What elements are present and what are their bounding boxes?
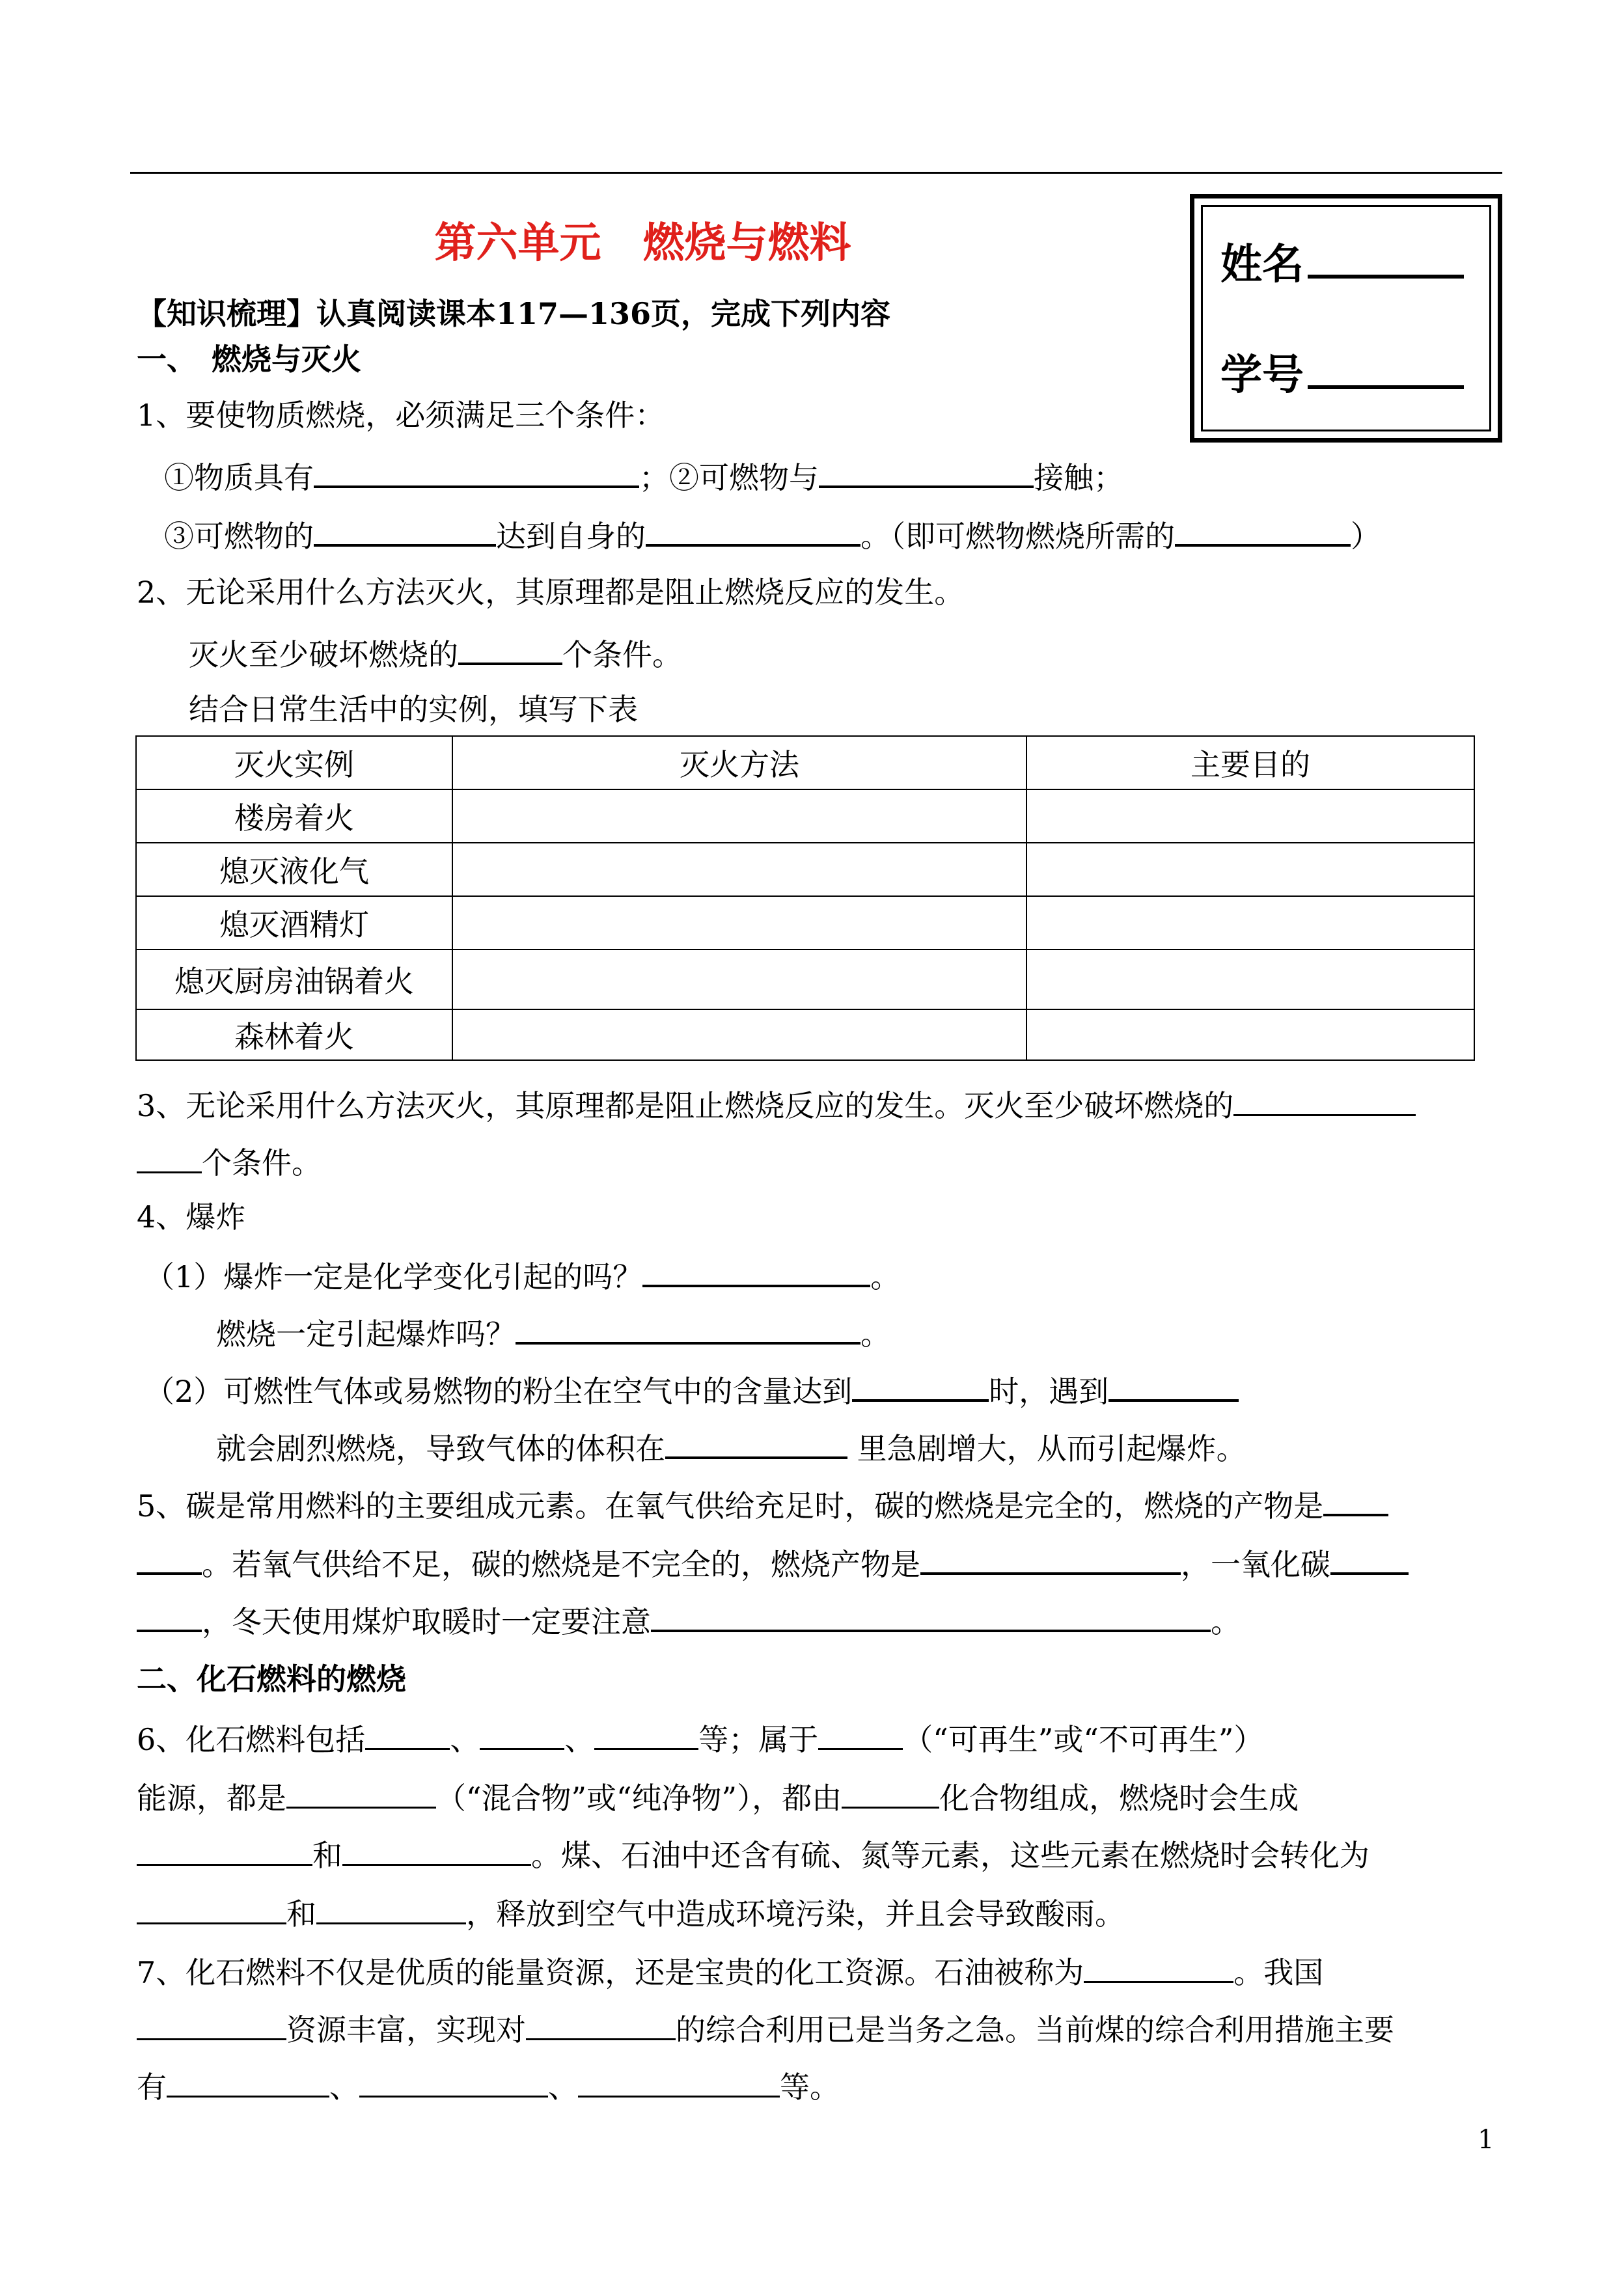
- q6-line1: 6、化石燃料包括 、 、 等；属于 （“可再生”或“不可再生”）: [137, 1717, 1263, 1759]
- blank[interactable]: [137, 1891, 286, 1924]
- q7-line1: 7、化石燃料不仅是优质的能量资源，还是宝贵的化工资源。石油被称为 。我国: [137, 1950, 1323, 1992]
- page-title: 第六单元 燃烧与燃料: [434, 219, 851, 267]
- q1-text: 1、要使物质燃烧，必须满足三个条件：: [137, 398, 665, 433]
- table-cell[interactable]: [1026, 896, 1474, 950]
- table-cell[interactable]: [452, 789, 1026, 843]
- table-header: 灭火实例: [136, 736, 452, 789]
- table-cell[interactable]: [1026, 950, 1474, 1009]
- q4-heading: 4、爆炸: [137, 1199, 246, 1235]
- blank[interactable]: [1233, 1083, 1416, 1116]
- name-id-box: [1190, 194, 1502, 443]
- blank[interactable]: [458, 631, 562, 665]
- blank[interactable]: [646, 513, 860, 547]
- table-cell[interactable]: [452, 950, 1026, 1009]
- section-1-heading: 一、 燃烧与灭火: [137, 342, 361, 377]
- q2-line1: 灭火至少破坏燃烧的 个条件。: [189, 631, 682, 674]
- q4-s2-line2: 就会剧烈燃烧，导致气体的体积在 里急剧增大，从而引起爆炸。: [216, 1425, 1246, 1468]
- q5-line1: 5、碳是常用燃料的主要组成元素。在氧气供给充足时，碳的燃烧是完全的，燃烧的产物是: [137, 1483, 1388, 1525]
- table-cell[interactable]: [1026, 1009, 1474, 1060]
- q2-text: 2、无论采用什么方法灭火，其原理都是阻止燃烧反应的发生。: [137, 575, 965, 610]
- page-number: 1: [1478, 2125, 1494, 2155]
- q7-line2: 资源丰富，实现对 的综合利用已是当务之急。当前煤的综合利用措施主要: [137, 2007, 1394, 2049]
- blank[interactable]: [137, 1833, 312, 1866]
- table-row-label: 熄灭液化气: [136, 843, 452, 896]
- header-rule: [130, 172, 1502, 174]
- q4-s1-line2: 燃烧一定引起爆炸吗？ 。: [216, 1311, 890, 1354]
- q3-line2: 个条件。: [137, 1140, 322, 1182]
- q5-line3: ，冬天使用煤炉取暖时一定要注意 。: [137, 1598, 1241, 1641]
- blank[interactable]: [137, 1140, 202, 1173]
- blank[interactable]: [516, 1311, 860, 1345]
- table-row-label: 楼房着火: [136, 789, 452, 843]
- section-2-heading: 二、化石燃料的燃烧: [137, 1661, 406, 1697]
- q7-line3: 有 、 、 等。: [137, 2064, 840, 2107]
- blank[interactable]: [1108, 1368, 1239, 1402]
- table-header: 灭火方法: [452, 736, 1026, 789]
- blank[interactable]: [578, 2064, 780, 2098]
- blank[interactable]: [365, 1717, 450, 1750]
- blank[interactable]: [818, 1717, 903, 1750]
- blank[interactable]: [920, 1541, 1181, 1575]
- blank[interactable]: [480, 1717, 564, 1750]
- blank[interactable]: [359, 2064, 548, 2098]
- blank[interactable]: [665, 1425, 847, 1459]
- blank[interactable]: [314, 513, 496, 547]
- q1-line2: ③可燃物的 达到自身的 。（即可燃物燃烧所需的 ）: [164, 513, 1381, 556]
- table-row-label: 熄灭酒精灯: [136, 896, 452, 950]
- table-cell[interactable]: [1026, 843, 1474, 896]
- q1-line1: ①物质具有 ；②可燃物与 接触；: [164, 454, 1123, 497]
- q4-s1: （1）爆炸一定是化学变化引起的吗？ 。: [145, 1253, 900, 1296]
- blank[interactable]: [1175, 513, 1351, 547]
- table-row-label: 森林着火: [136, 1009, 452, 1060]
- blank[interactable]: [316, 1891, 466, 1924]
- blank[interactable]: [137, 1541, 202, 1575]
- table-cell[interactable]: [452, 1009, 1026, 1060]
- q5-line2: 。若氧气供给不足，碳的燃烧是不完全的，燃烧产物是 ，一氧化碳: [137, 1541, 1409, 1584]
- intro-line: 【知识梳理】认真阅读课本117—136页，完成下列内容: [137, 296, 891, 331]
- table-cell[interactable]: [1026, 789, 1474, 843]
- q4-s2: （2）可燃性气体或易燃物的粉尘在空气中的含量达到 时，遇到: [145, 1368, 1239, 1411]
- q2-line2: 结合日常生活中的实例，填写下表: [189, 692, 638, 727]
- blank[interactable]: [642, 1253, 870, 1287]
- blank[interactable]: [852, 1368, 989, 1402]
- extinguish-table: [135, 735, 1475, 1061]
- blank[interactable]: [819, 454, 1034, 488]
- blank[interactable]: [842, 1775, 939, 1809]
- table-header: 主要目的: [1026, 736, 1474, 789]
- q3-line1: 3、无论采用什么方法灭火，其原理都是阻止燃烧反应的发生。灭火至少破坏燃烧的: [137, 1083, 1416, 1125]
- student-id-field[interactable]: 学号: [1220, 342, 1464, 402]
- table-cell[interactable]: [452, 843, 1026, 896]
- blank[interactable]: [314, 454, 639, 488]
- blank[interactable]: [1084, 1950, 1233, 1983]
- blank[interactable]: [594, 1717, 698, 1750]
- blank[interactable]: [526, 2007, 676, 2040]
- blank[interactable]: [1323, 1483, 1388, 1516]
- q6-line3: 和 。煤、石油中还含有硫、氮等元素，这些元素在燃烧时会转化为: [137, 1833, 1369, 1875]
- blank[interactable]: [286, 1775, 436, 1809]
- blank[interactable]: [137, 1598, 202, 1632]
- blank[interactable]: [167, 2064, 329, 2098]
- blank[interactable]: [651, 1598, 1211, 1632]
- blank[interactable]: [137, 2007, 286, 2040]
- q6-line2: 能源，都是 （“混合物”或“纯净物”），都由 化合物组成，燃烧时会生成: [137, 1775, 1299, 1818]
- q6-line4: 和 ，释放到空气中造成环境污染，并且会导致酸雨。: [137, 1891, 1125, 1934]
- blank[interactable]: [1330, 1541, 1409, 1575]
- table-cell[interactable]: [452, 896, 1026, 950]
- table-row-label: 熄灭厨房油锅着火: [136, 950, 452, 1009]
- name-field[interactable]: 姓名: [1220, 231, 1464, 291]
- blank[interactable]: [342, 1833, 531, 1866]
